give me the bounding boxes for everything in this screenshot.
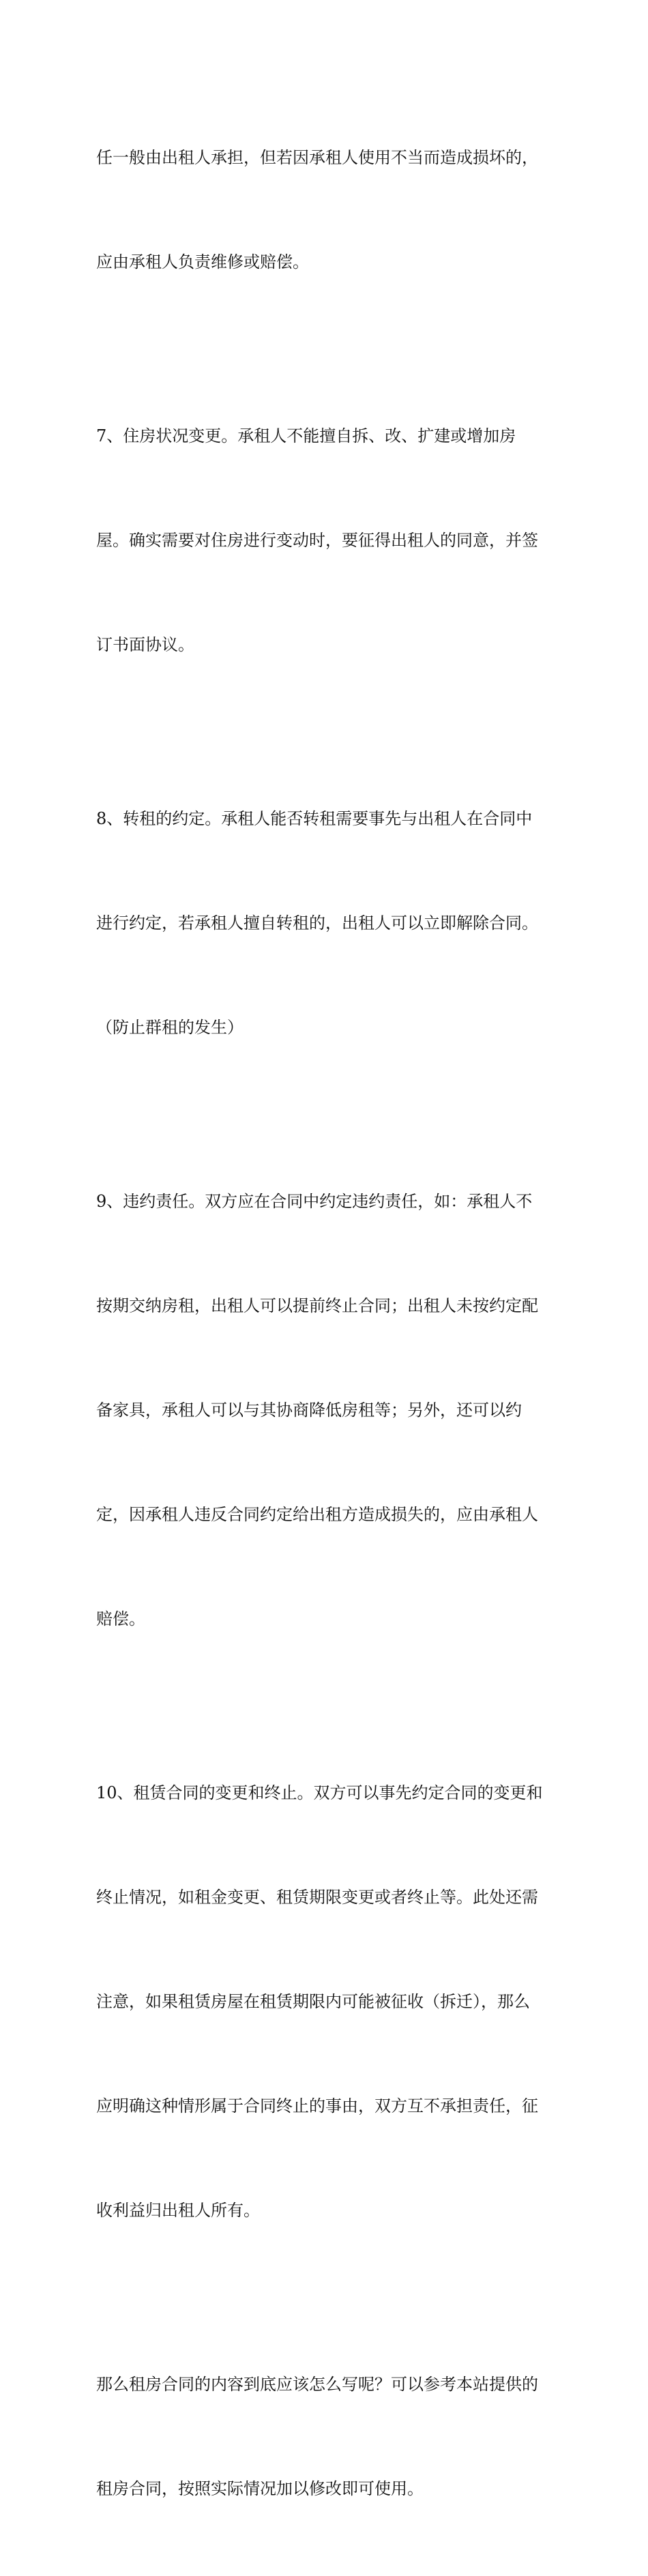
- text-line: 收利益归出租人所有。: [96, 2201, 260, 2220]
- paragraph-sublease: [96, 732, 560, 1115]
- text-line: 7、住房状况变更。承租人不能擅自拆、改、扩建或增加房: [96, 426, 516, 445]
- text-line: 8、转租的约定。承租人能否转租需要事先与出租人在合同中: [96, 809, 533, 828]
- text-line: 10、租赁合同的变更和终止。双方可以事先约定合同的变更和: [96, 1783, 543, 1802]
- text-line: （防止群租的发生）: [96, 1018, 244, 1037]
- document-body: [96, 71, 560, 2576]
- paragraph-liability: [96, 1115, 560, 1706]
- text-line: 租房合同，按照实际情况加以修改即可使用。: [96, 2479, 424, 2498]
- text-line: 屋。确实需要对住房进行变动时，要征得出租人的同意，并签: [96, 531, 538, 550]
- paragraph-housing-change: [96, 349, 560, 732]
- text-line: 任一般由出租人承担，但若因承租人使用不当而造成损坏的，: [96, 148, 538, 167]
- text-line: 按期交纳房租，出租人可以提前终止合同；出租人未按约定配: [96, 1296, 538, 1315]
- text-line: 进行约定，若承租人擅自转租的，出租人可以立即解除合同。: [96, 913, 538, 933]
- text-line: 赔偿。: [96, 1609, 145, 1628]
- paragraph-conclusion: [96, 2298, 560, 2576]
- text-line: 注意，如果租赁房屋在租赁期限内可能被征收（拆迁），那么: [96, 1992, 530, 2011]
- text-line: 定，因承租人违反合同约定给出租方造成损失的，应由承租人: [96, 1505, 538, 1524]
- text-line: 9、违约责任。双方应在合同中约定违约责任，如：承租人不: [96, 1192, 533, 1211]
- text-line: 应由承租人负责维修或赔偿。: [96, 252, 309, 272]
- text-line: 应明确这种情形属于合同终止的事由，双方互不承担责任，征: [96, 2096, 538, 2116]
- text-line: 订书面协议。: [96, 635, 194, 654]
- text-line: 那么租房合同的内容到底应该怎么写呢？可以参考本站提供的: [96, 2375, 538, 2394]
- text-line: 终止情况，如租金变更、租赁期限变更或者终止等。此处还需: [96, 1888, 538, 1907]
- paragraph-change-termination: [96, 1706, 560, 2298]
- text-line: 备家具，承租人可以与其协商降低房租等；另外，还可以约: [96, 1401, 522, 1420]
- paragraph-repair-responsibility: [96, 71, 560, 349]
